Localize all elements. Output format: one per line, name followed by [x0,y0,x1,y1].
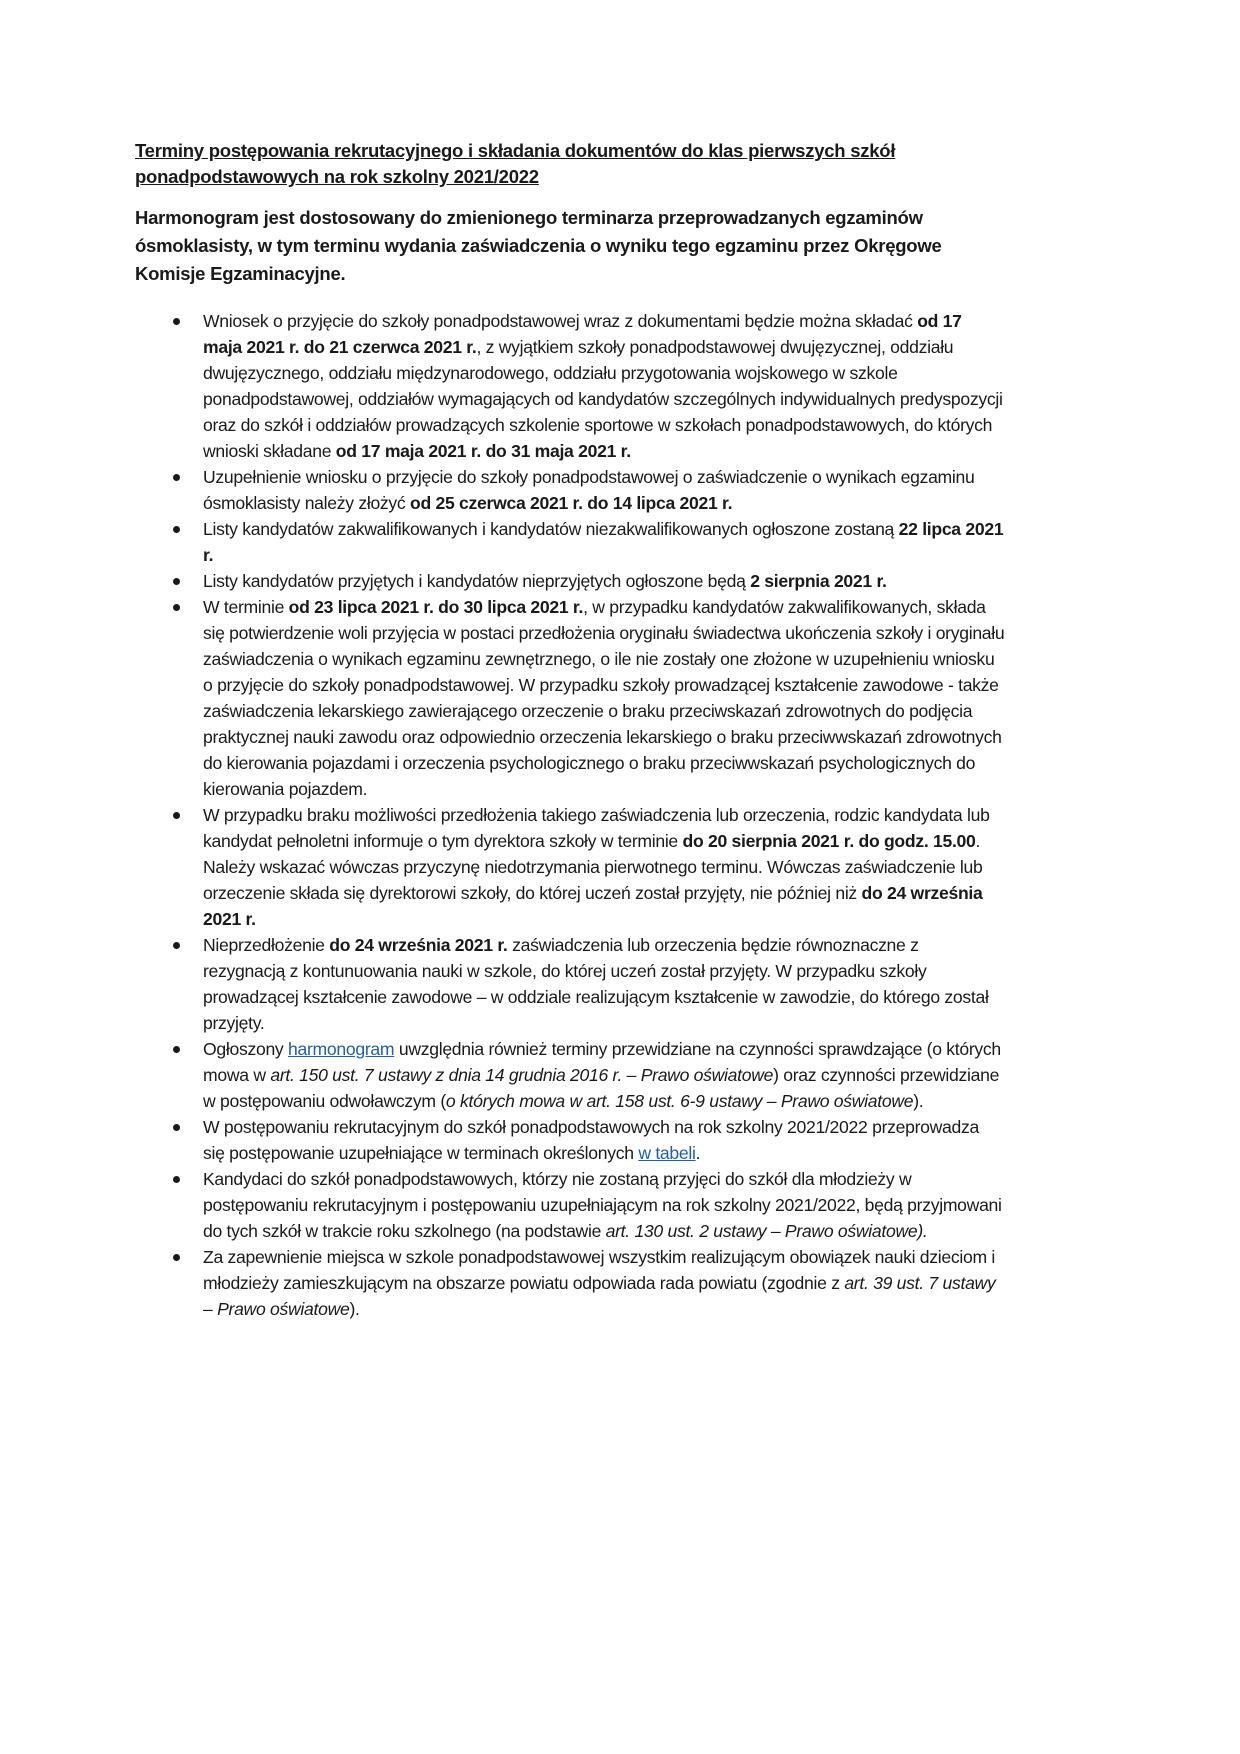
list-item-application-dates: Wniosek o przyjęcie do szkoły ponadpodstawowej wraz z dokumentami będzie można składać od 17 maja 2021 r. do 21 czerwca 2021 r., z wyjątkiem szkoły ponadpodstawowej dwujęzycznej, oddziału dwujęzycznego, oddziału międzynarodowego, oddziału przygotowania wojskowego w szkole ponadpodstawowej, oddziałów wymagających od kandydatów szczególnych indywidualnych predyspozycji oraz do szkół i oddziałów prowadzących szkolenie sportowe w szkołach ponadpodstawowych, do których wnioski składane od 17 maja 2021 r. do 31 maja 2021 r. [135,308,1005,464]
bullet-icon [173,1254,180,1261]
bullet-list [135,308,1005,1322]
list-item-county-council: Za zapewnienie miejsca w szkole ponadpodstawowej wszystkim realizującym obowiązek nauki dzieciom i młodzieży zamieszkującym na obszarze powiatu odpowiada rada powiatu (zgodnie z art. 39 ust. 7 ustawy – Prawo oświatowe). [135,1244,1005,1322]
list-item-exam-certificate: Uzupełnienie wniosku o przyjęcie do szkoły ponadpodstawowej o zaświadczenie o wynikach egzaminu ósmoklasisty należy złożyć od 25 czerwca 2021 r. do 14 lipca 2021 r. [135,464,1005,516]
list-item-confirmation: W terminie od 23 lipca 2021 r. do 30 lipca 2021 r., w przypadku kandydatów zakwalifikowanych, składa się potwierdzenie woli przyjęcia w postaci przedłożenia oryginału świadectwa ukończenia szkoły i oryginału zaświadczenia o wynikach egzaminu zewnętrznego, o ile nie zostały one złożone w uzupełnieniu wniosku o przyjęcie do szkoły ponadpodstawowej. W przypadku szkoły prowadzącej kształcenie zawodowe - także zaświadczenia lekarskiego zawierającego orzeczenie o braku przeciwskazań zdrowotnych do podjęcia praktycznej nauki zawodu oraz odpowiednio orzeczenia lekarskiego o braku przeciwwskazań zdrowotnych do kierowania pojazdami i orzeczenia psychologicznego o braku przeciwwskazań psychologicznych do kierowania pojazdem. [135,594,1005,802]
bullet-icon [173,474,180,481]
list-item-missing-certificate: W przypadku braku możliwości przedłożenia takiego zaświadczenia lub orzeczenia, rodzic kandydata lub kandydat pełnoletni informuje o tym dyrektora szkoły w terminie do 20 sierpnia 2021 r. do godz. 15.00. Należy wskazać wówczas przyczynę niedotrzymania pierwotnego terminu. Wówczas zaświadczenie lub orzeczenie składa się dyrektorowi szkoły, do której uczeń został przyjęty, nie później niż do 24 września 2021 r. [135,802,1005,932]
bullet-icon [173,526,180,533]
list-item-during-year: Kandydaci do szkół ponadpodstawowych, którzy nie zostaną przyjęci do szkół dla młodzieży w postępowaniu rekrutacyjnym i postępowaniu uzupełniającym na rok szkolny 2021/2022, będą przyjmowani do tych szkół w trakcie roku szkolnego (na podstawie art. 130 ust. 2 ustawy – Prawo oświatowe). [135,1166,1005,1244]
list-item-qualified-lists: Listy kandydatów zakwalifikowanych i kandydatów niezakwalifikowanych ogłoszone zostaną 22 lipca 2021 r. [135,516,1005,568]
list-item-non-submission: Nieprzedłożenie do 24 września 2021 r. zaświadczenia lub orzeczenia będzie równoznaczne z rezygnacją z kontunuowania nauki w szkole, do której uczeń został przyjęty. W przypadku szkoły prowadzącej kształcenie zawodowe – w oddziale realizującym kształcenie w zawodzie, do którego został przyjęty. [135,932,1005,1036]
bullet-icon [173,812,180,819]
table-link[interactable]: w tabeli [638,1143,696,1163]
list-item-supplementary: W postępowaniu rekrutacyjnym do szkół ponadpodstawowych na rok szkolny 2021/2022 przeprowadza się postępowanie uzupełniające w terminach określonych w tabeli. [135,1114,1005,1166]
bullet-icon [173,1124,180,1131]
bullet-icon [173,318,180,325]
document-title: Terminy postępowania rekrutacyjnego i składania dokumentów do klas pierwszych szkół ponadpodstawowych na rok szkolny 2021/2022 [135,140,896,187]
bullet-icon [173,1046,180,1053]
bullet-icon [173,578,180,585]
bullet-icon [173,942,180,949]
list-item-schedule: Ogłoszony harmonogram uwzględnia również terminy przewidziane na czynności sprawdzające (o których mowa w art. 150 ust. 7 ustawy z dnia 14 grudnia 2016 r. – Prawo oświatowe) oraz czynności przewidziane w postępowaniu odwoławczym (o których mowa w art. 158 ust. 6-9 ustawy – Prawo oświatowe). [135,1036,1005,1114]
bullet-icon [173,1176,180,1183]
harmonogram-link[interactable]: harmonogram [288,1039,395,1059]
list-item-admitted-lists: Listy kandydatów przyjętych i kandydatów nieprzyjętych ogłoszone będą 2 sierpnia 2021 r. [135,568,1005,594]
bullet-icon [173,604,180,611]
document-page [135,138,1005,1322]
intro-paragraph: Harmonogram jest dostosowany do zmienionego terminarza przeprowadzanych egzaminów ósmoklasisty, w tym terminu wydania zaświadczenia o wyniku tego egzaminu przez Okręgowe Komisje Egzaminacyjne. [135,207,942,284]
